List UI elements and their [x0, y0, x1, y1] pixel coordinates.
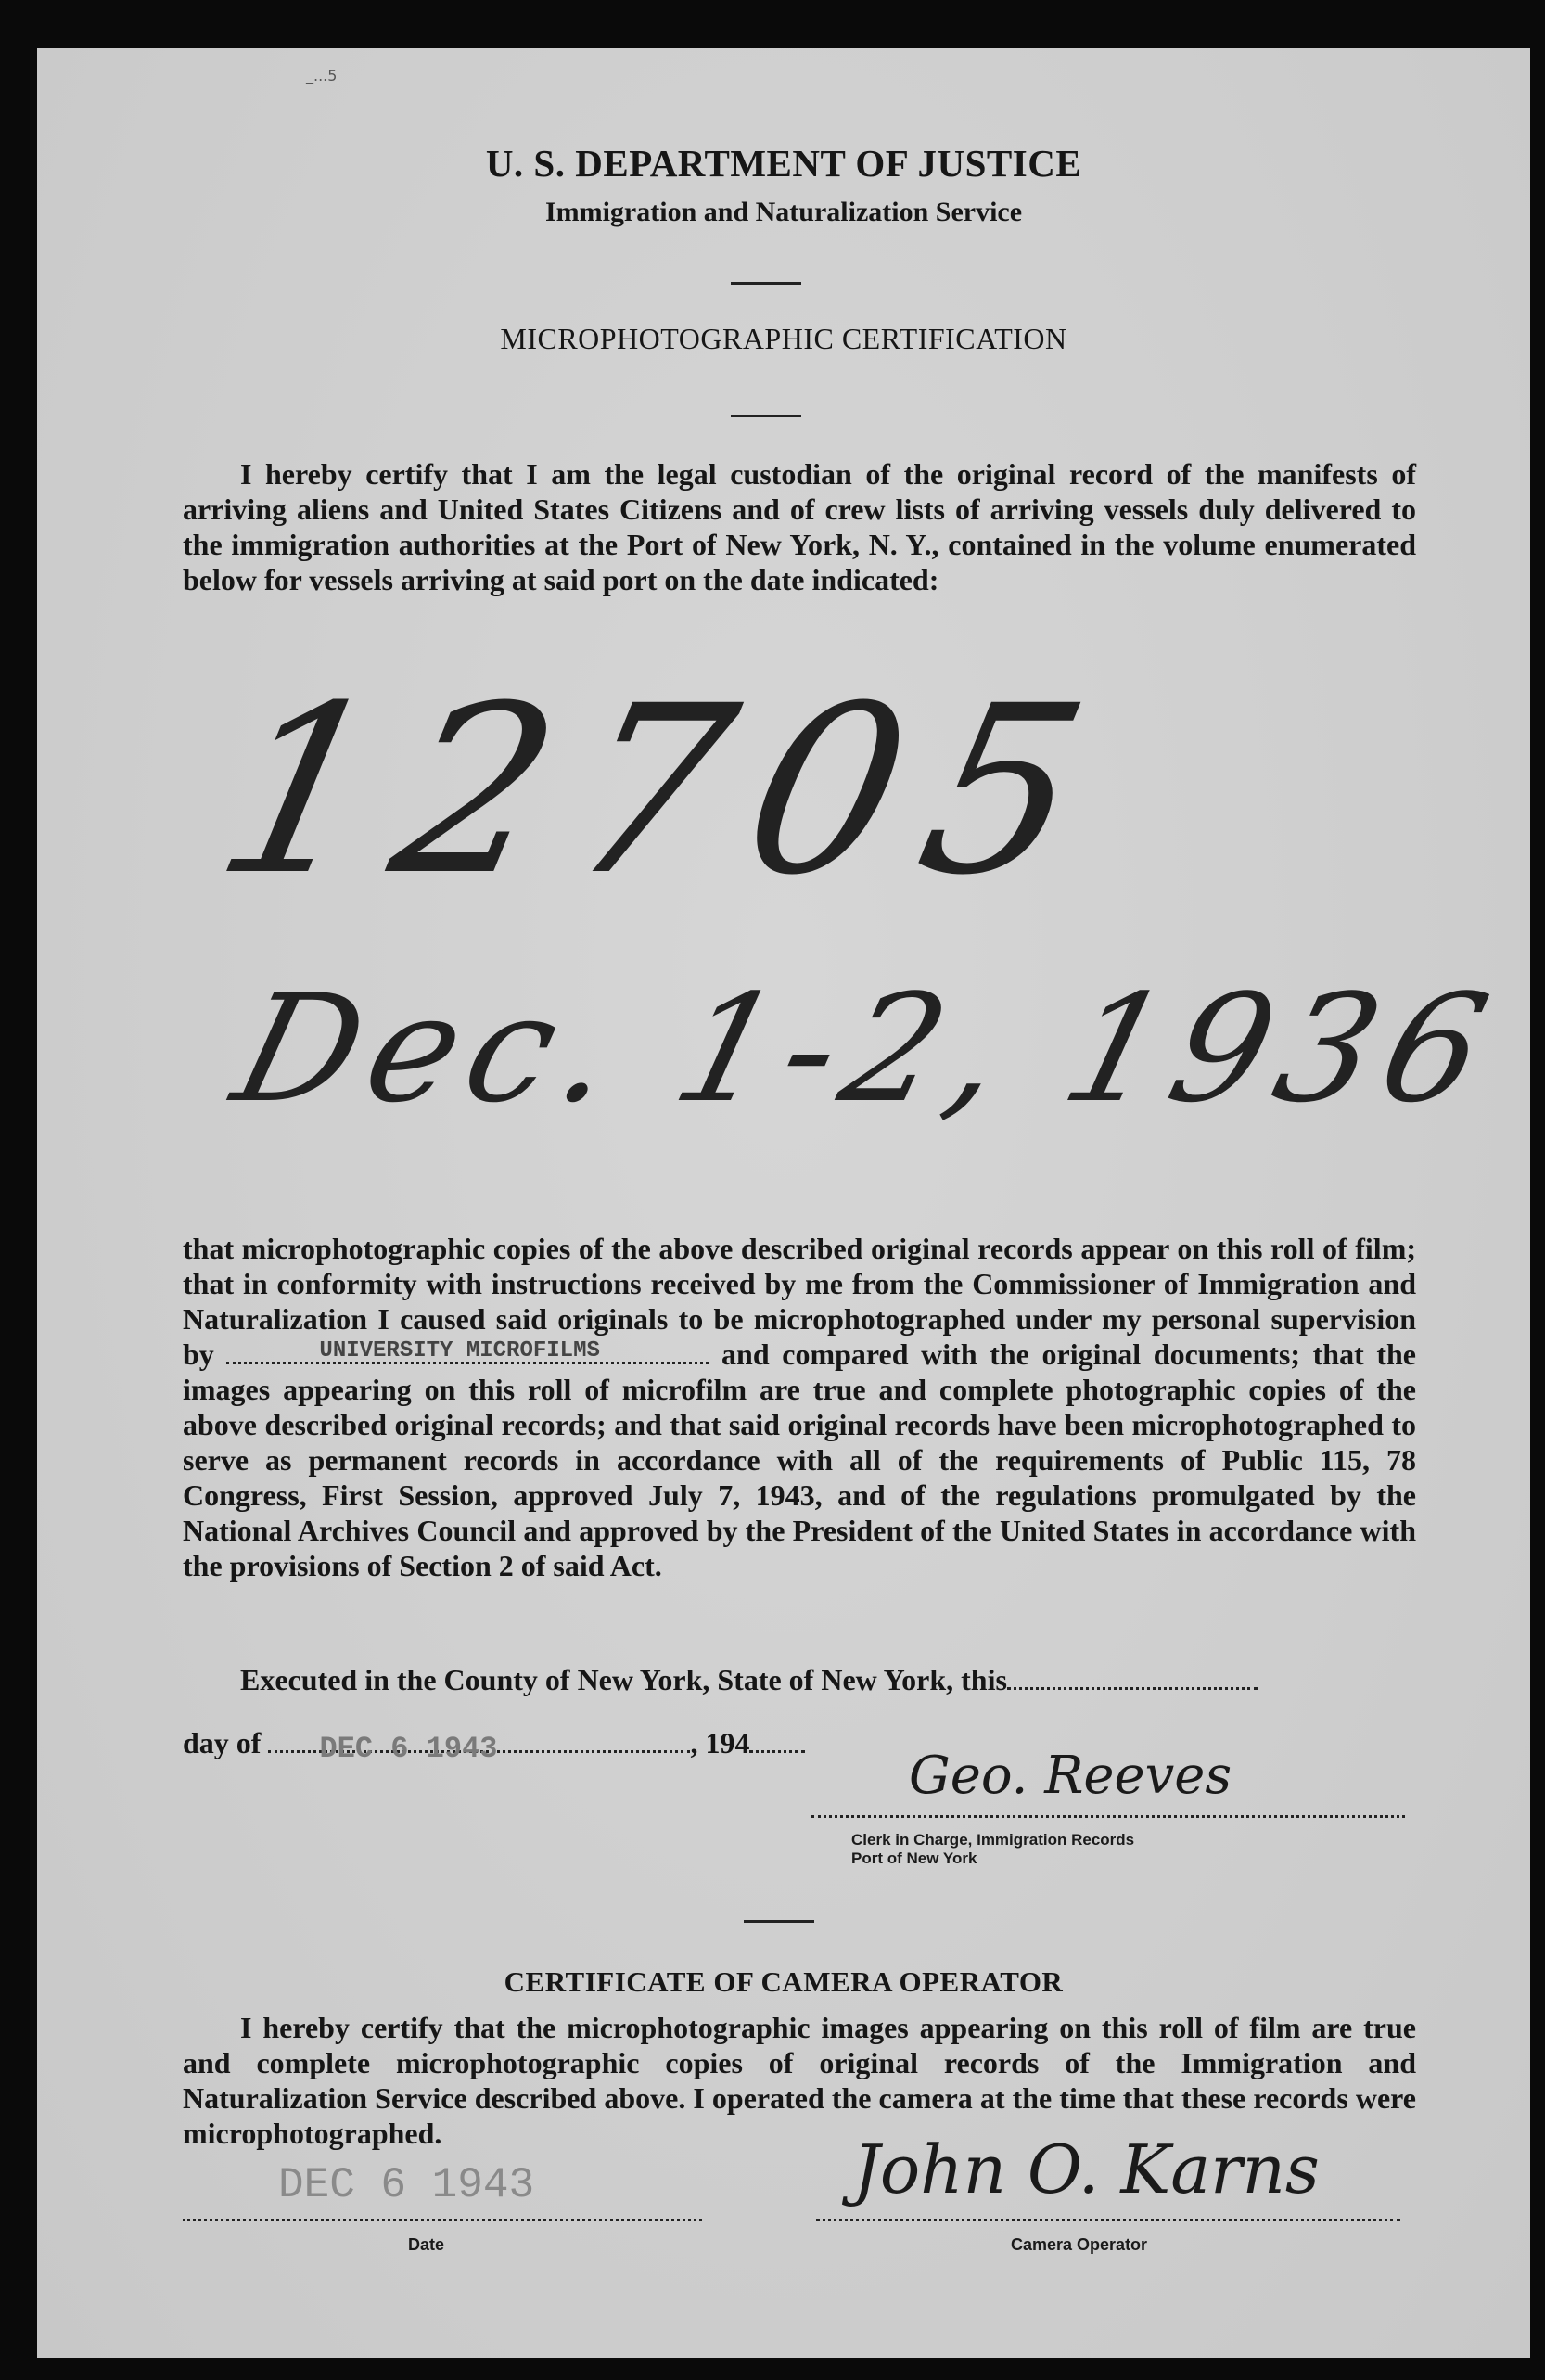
executed-text: Executed in the County of New York, State of New York, this	[240, 1663, 1007, 1696]
department-heading: U. S. DEPARTMENT OF JUSTICE	[485, 142, 1082, 185]
camera-operator-label: Camera Operator	[1011, 2235, 1148, 2254]
handwritten-date-range: Dec. 1-2, 1936	[219, 962, 1514, 1135]
day-of-line	[183, 1725, 925, 1766]
year-prefix: , 194	[690, 1726, 750, 1759]
camera-certificate-paragraph: I hereby certify that the microphotographic images appearing on this roll of film are true and complete microphotographic copies of original records of the Immigration and Naturalization Service described above. I operated the camera at the time that these records were microphotographed.	[183, 2011, 1416, 2150]
executed-line	[183, 1662, 1416, 1697]
divider	[744, 1920, 814, 1923]
day-of-field	[268, 1732, 690, 1766]
camera-operator-signature: John O. Karns	[853, 2130, 1320, 2208]
section-title: MICROPHOTOGRAPHIC CERTIFICATION	[500, 322, 1067, 355]
certificate-page	[37, 48, 1530, 2358]
camera-date-stamp: DEC 6 1943	[278, 2161, 535, 2209]
clerk-title	[851, 1831, 1134, 1868]
divider	[731, 282, 801, 285]
conformity-text-part2: and compared with the original documents; that the images appearing on this roll of microfilm are true and complete photographic copies of the above described original records; and that said original records have been microphotographed to serve as permanent records in accordance with all of the requirements of Public 115, 78 Congress, First Session, approved July 7, 1943, and of the regulations promulgated by the National Archives Council and approved by the President of the United States in accordance with the provisions of Section 2 of said Act.	[183, 1337, 1417, 1582]
clerk-signature: Geo. Reeves	[909, 1746, 1232, 1806]
clerk-signature-line	[811, 1815, 1405, 1818]
camera-date-label: Date	[408, 2235, 445, 2254]
divider	[731, 415, 801, 417]
handwritten-volume-number: 12705	[198, 656, 1133, 926]
top-corner-mark: _...5	[306, 67, 338, 84]
service-subheading: Immigration and Naturalization Service	[544, 197, 1023, 227]
conformity-paragraph	[183, 1231, 1416, 1583]
conformity-text-part1: that microphotographic copies of the above described original records appear on this roll of film; that in conformity with instructions received by me from the Commissioner of Immigration and Naturalization I caused said originals to be microphotographed under my personal supervision by	[183, 1232, 1416, 1371]
executed-day-field	[1007, 1687, 1258, 1690]
clerk-title-line1: Clerk in Charge, Immigration Records	[851, 1831, 1135, 1849]
camera-date-line	[183, 2219, 702, 2221]
camera-operator-line	[816, 2219, 1400, 2221]
camera-certificate-title: CERTIFICATE OF CAMERA OPERATOR	[504, 1965, 1064, 1998]
photographer-field	[226, 1338, 709, 1364]
custodian-paragraph: I hereby certify that I am the legal custodian of the original record of the manifests of arriving aliens and United States Citizens and of crew lists of arriving vessels duly delivered to the immigration authorities at the Port of New York, N. Y., contained in the volume enumerated below for vessels arriving at said port on the date indicated:	[183, 457, 1416, 596]
date-stamp: DEC 6 1943	[319, 1732, 498, 1766]
day-of-label: day of	[183, 1726, 262, 1759]
year-field	[749, 1750, 805, 1753]
clerk-title-line2: Port of New York	[851, 1849, 977, 1867]
photographer-stamp: UNIVERSITY MICROFILMS	[319, 1338, 600, 1363]
